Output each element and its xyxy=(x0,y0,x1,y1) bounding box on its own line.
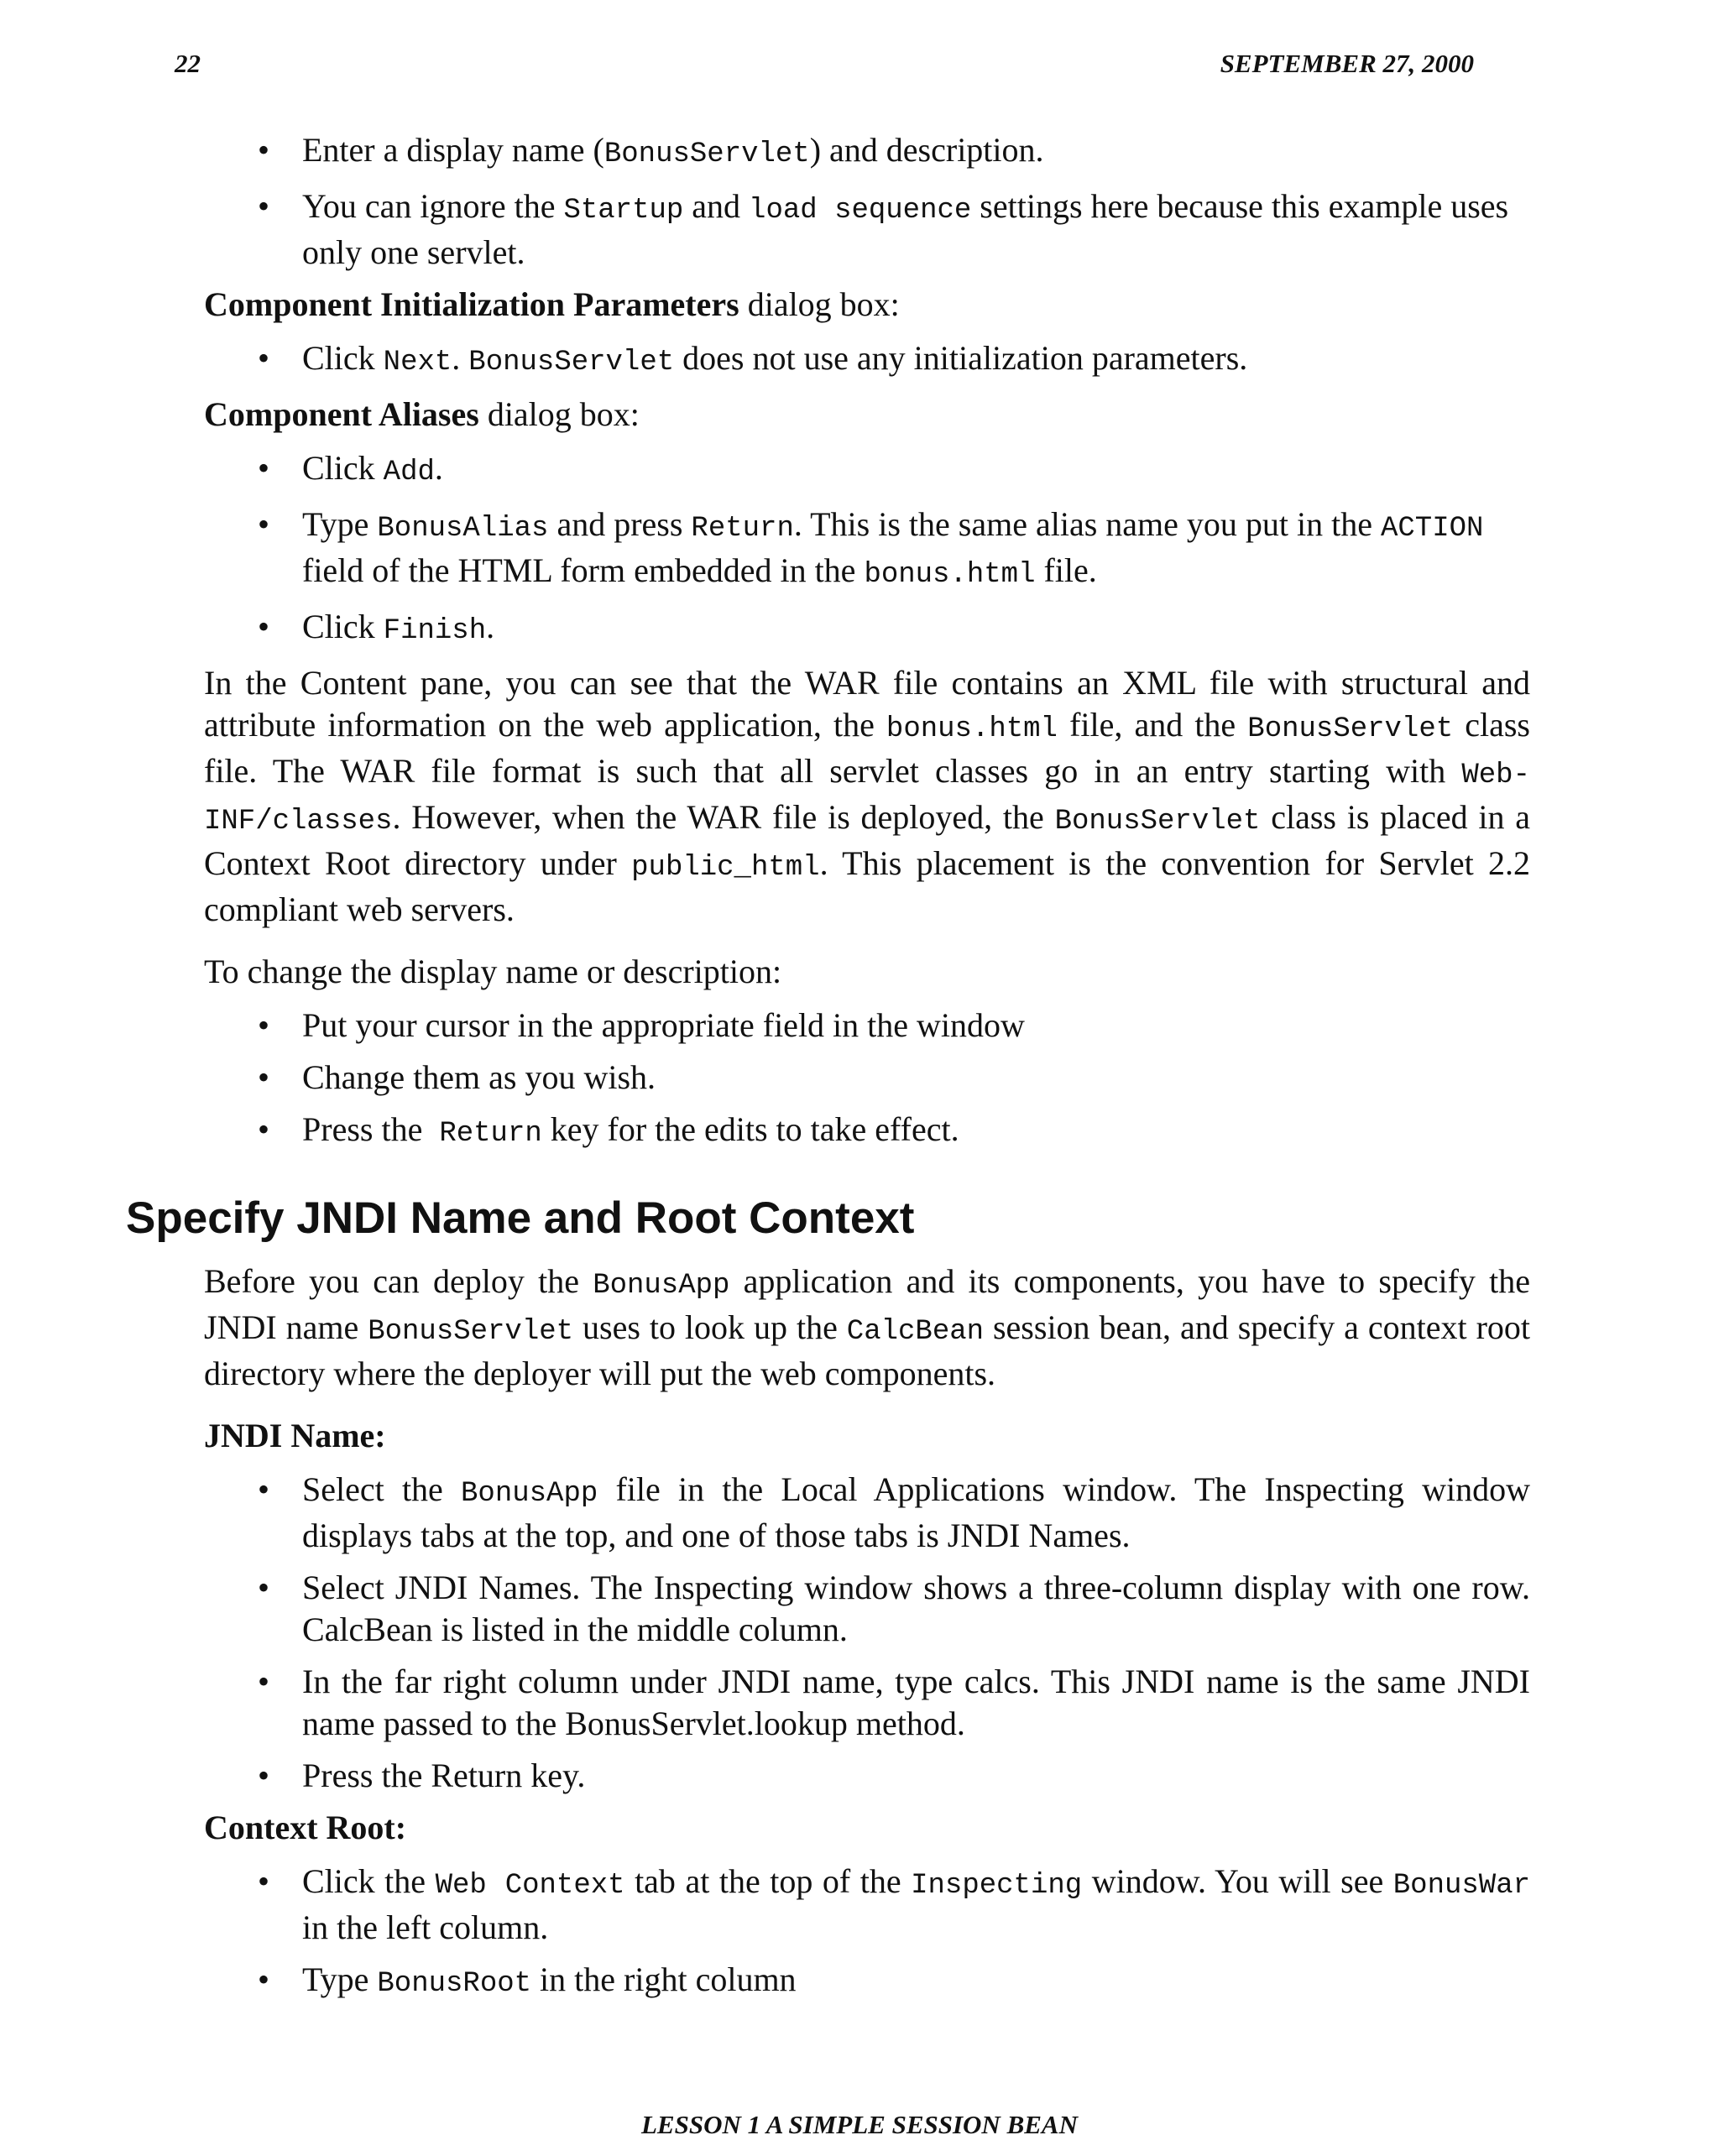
code-text: BonusApp xyxy=(461,1478,598,1510)
aliases-steps xyxy=(204,447,1530,652)
list-item: • Put your cursor in the appropriate field in the window xyxy=(204,1005,1530,1047)
code-text: CalcBean xyxy=(846,1316,985,1348)
init-params-steps xyxy=(204,337,1530,384)
list-item: • Click Finish. xyxy=(204,606,1530,652)
context-root-steps xyxy=(204,1861,1530,2005)
change-display-steps xyxy=(204,1005,1530,1155)
code-text: BonusServlet xyxy=(1054,806,1261,838)
code-text: Web-INF/classes xyxy=(204,760,1530,838)
content-pane-paragraph: In the Content pane, you can see that the WAR file contains an XML file with structural and attribute information on the web application, the bonus.html file, and the BonusServlet class file. The WAR file format is such that all servlet classes go in an entry starting with Web-INF/classes. However, when the WAR file is deployed, the BonusServlet class is placed in a Context Root directory under public_html. This placement is the convention for Servlet 2.2 compliant web servers. xyxy=(204,664,1531,928)
code-text: ACTION xyxy=(1380,513,1484,545)
code-text: BonusApp xyxy=(593,1270,730,1302)
list-item: • Press the Return key for the edits to take effect. xyxy=(204,1109,1530,1155)
context-root-heading: Context Root: xyxy=(204,1809,407,1846)
code-text: load sequence xyxy=(749,195,972,227)
code-text: public_html xyxy=(631,852,820,884)
list-item: • Change them as you wish. xyxy=(204,1057,1530,1099)
section-title: Specify JNDI Name and Root Context xyxy=(126,1193,915,1243)
change-display-intro: To change the display name or description: xyxy=(204,953,782,990)
section-intro: Before you can deploy the BonusApp application and its components, you have to specify the JNDI name BonusServlet uses to look up the CalcBean session bean, and specify a context root directory where the deployer will put the web components. xyxy=(204,1262,1531,1392)
list-item: • Click the Web Context tab at the top of the Inspecting window. You will see BonusWar in the left column. xyxy=(204,1861,1530,1949)
code-text: Web Context xyxy=(435,1870,625,1902)
list-item: • Enter a display name (BonusServlet) and description. xyxy=(204,129,1530,175)
jndi-name-heading: JNDI Name: xyxy=(204,1417,386,1454)
code-text: BonusRoot xyxy=(377,1968,532,2000)
code-text: Return xyxy=(691,513,794,545)
list-item: • Press the Return key. xyxy=(204,1755,1530,1797)
code-text: BonusWar xyxy=(1392,1870,1531,1902)
init-params-label: Component Initialization Parameters dialog box: xyxy=(204,285,900,323)
list-item: • Select JNDI Names. The Inspecting window shows a three-column display with one row. CalcBean is listed in the middle column. xyxy=(204,1567,1530,1651)
code-text: Next xyxy=(383,347,452,378)
list-item: • Type BonusRoot in the right column xyxy=(204,1959,1530,2005)
code-text: Return xyxy=(439,1118,542,1150)
display-name-steps xyxy=(204,129,1530,274)
code-text: Startup xyxy=(563,195,684,227)
code-text: bonus.html xyxy=(886,713,1058,745)
jndi-name-steps xyxy=(204,1469,1530,1797)
header-date: SEPTEMBER 27, 2000 xyxy=(1220,49,1474,78)
code-text: bonus.html xyxy=(864,559,1036,591)
running-footer: LESSON 1 A SIMPLE SESSION BEAN xyxy=(640,2110,1078,2139)
list-item: • Select the BonusApp file in the Local Applications window. The Inspecting window displays tabs at the top, and one of those tabs is JNDI Names. xyxy=(204,1469,1530,1557)
list-item: • Click Add. xyxy=(204,447,1530,493)
aliases-label: Component Aliases dialog box: xyxy=(204,395,640,433)
page-number: 22 xyxy=(175,49,201,78)
code-text: BonusServlet xyxy=(368,1316,574,1348)
code-text: BonusServlet xyxy=(1247,713,1454,745)
list-item: • Click Next. BonusServlet does not use any initialization parameters. xyxy=(204,337,1530,384)
code-text: BonusServlet xyxy=(468,347,675,378)
code-text: Inspecting xyxy=(911,1870,1083,1902)
code-text: Add xyxy=(383,457,435,488)
page-body xyxy=(126,129,1531,2015)
code-text: Finish xyxy=(383,615,487,647)
code-text: BonusServlet xyxy=(603,138,810,170)
code-text: BonusAlias xyxy=(377,513,549,545)
list-item: • You can ignore the Startup and load sequence settings here because this example uses only one servlet. xyxy=(204,185,1530,274)
list-item: • Type BonusAlias and press Return. This is the same alias name you put in the ACTION field of the HTML form embedded in the bonus.html file. xyxy=(204,504,1530,596)
list-item: • In the far right column under JNDI name, type calcs. This JNDI name is the same JNDI name passed to the BonusServlet.lookup method. xyxy=(204,1661,1530,1745)
